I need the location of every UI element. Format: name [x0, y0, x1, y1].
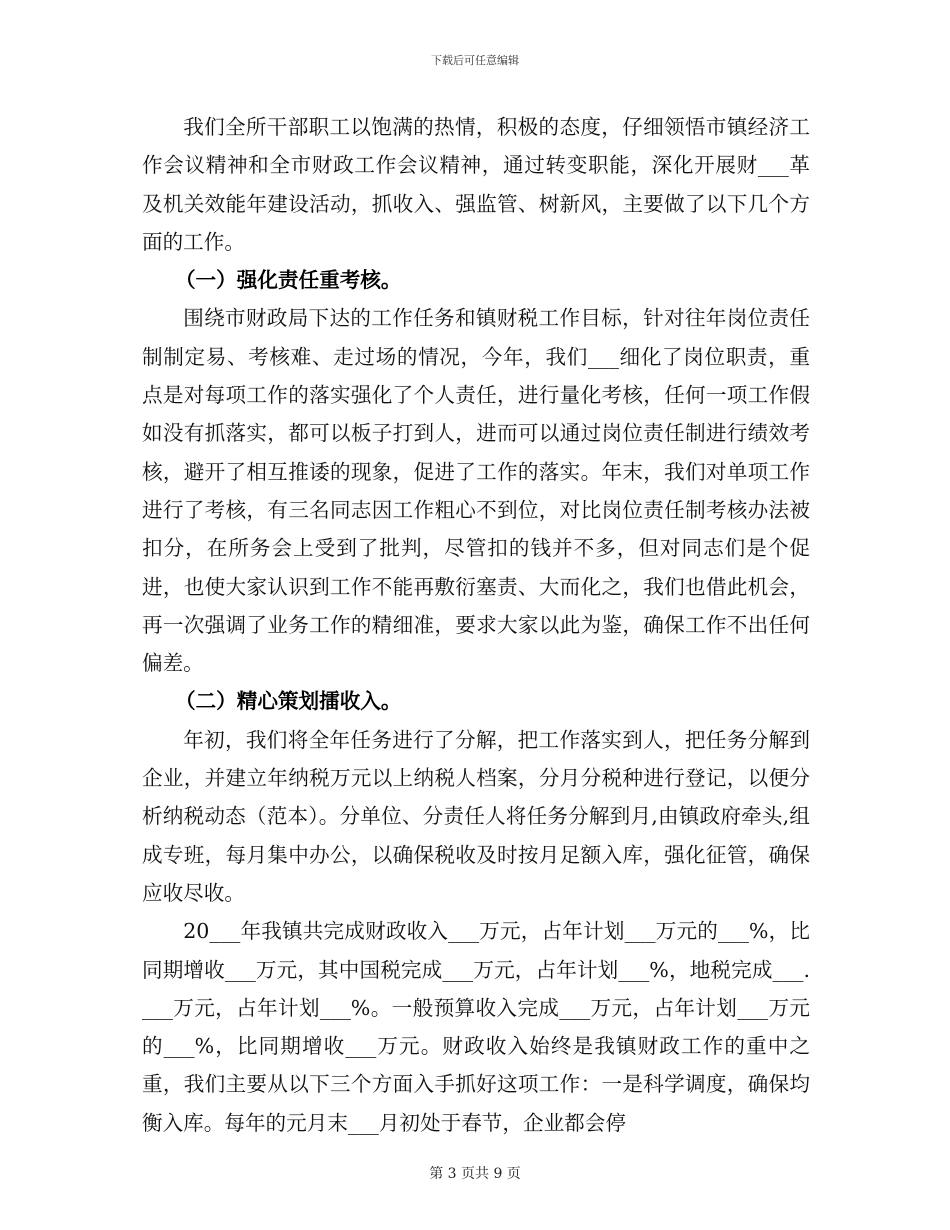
section-heading-1: （一）强化责任重考核。 [174, 268, 402, 293]
paragraph-income-stats: 20___年我镇共完成财政收入___万元，占年计划___万元的___%，比同期增收___万元，其中国税完成___万元，占年计划___%，地税完成___.___万元，占年计划___%。一般预算收入完成___万元，占年计划___万元的___%，比同期增收___万元。财政收入始终是我镇财政工作的重中之重，我们主要从以下三个方面入手抓好这项工作：一是科学调度，确保均衡入库。每年的元月末___月初处于春节，企业都会停 [142, 919, 810, 1135]
paragraph-intro: 我们全所干部职工以饱满的热情，积极的态度，仔细领悟市镇经济工作会议精神和全市财政工作会议精神，通过转变职能，深化开展财___革及机关效能年建设活动，抓收入、强监管、树新风，主要做了以下几个方面的工作。 [142, 115, 810, 254]
page-footer: 第 3 页共 9 页 [429, 1166, 521, 1182]
paragraph-responsibility: 围绕市财政局下达的工作任务和镇财税工作目标，针对往年岗位责任制制定易、考核难、走过场的情况，今年，我们___细化了岗位职责，重点是对每项工作的落实强化了个人责任，进行量化考核，任何一项工作假如没有抓落实，都可以板子打到人，进而可以通过岗位责任制进行绩效考核，避开了相互推诿的现象，促进了工作的落实。年末，我们对单项工作进行了考核，有三名同志因工作粗心不到位，对比岗位责任制考核办法被扣分，在所务会上受到了批判，尽管扣的钱并不多，但对同志们是个促进，也使大家认识到工作不能再敷衍塞责、大而化之，我们也借此机会，再一次强调了业务工作的精细准，要求大家以此为鉴，确保工作不出任何偏差。 [142, 306, 810, 676]
document-body [142, 108, 810, 1142]
paragraph-income-plan: 年初，我们将全年任务进行了分解，把工作落实到人，把任务分解到企业，并建立年纳税万元以上纳税人档案，分月分税种进行登记，以便分析纳税动态（范本）。分单位、分责任人将任务分解到月,由镇政府牵头,组成专班，每月集中办公，以确保税收及时按月足额入库，强化征管，确保应收尽收。 [142, 727, 810, 905]
page-header: 下载后可任意编辑 [431, 54, 519, 67]
section-heading-2: （二）精心策划擂收入。 [174, 689, 402, 714]
